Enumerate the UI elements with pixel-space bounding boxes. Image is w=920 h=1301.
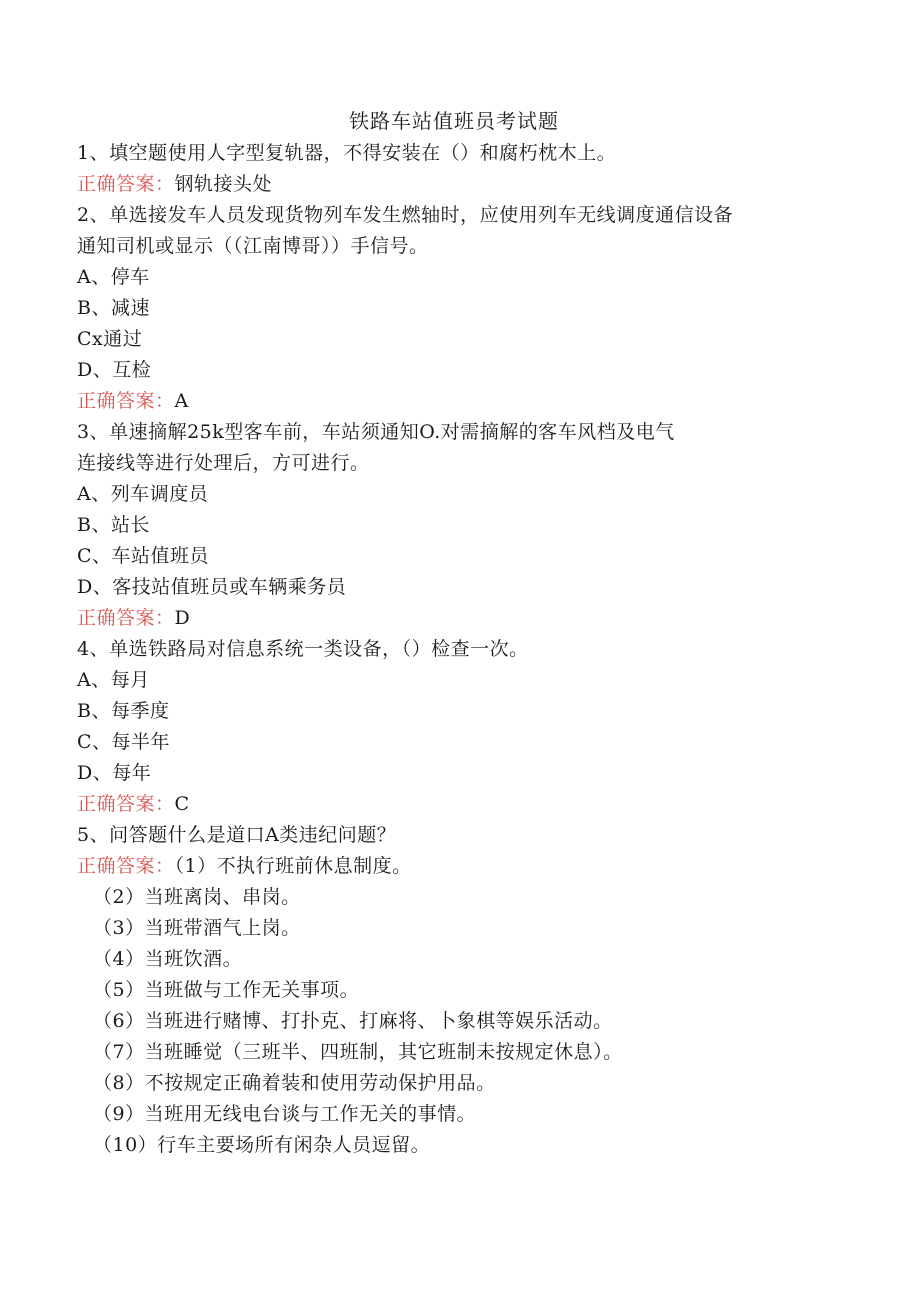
option-3d: D、客技站值班员或车辆乘务员 — [77, 576, 347, 598]
answer-5-item-2: （2）当班离岗、串岗。 — [93, 886, 301, 908]
answer-4-value: C — [174, 793, 190, 815]
question-2-line-2: 通知司机或显示（（江南博哥））手信号。 — [77, 235, 429, 257]
option-3c: C、车站值班员 — [77, 545, 210, 567]
answer-5-item-3: （3）当班带酒气上岗。 — [93, 917, 301, 939]
answer-2-value: A — [174, 390, 189, 412]
option-2d: D、互检 — [77, 359, 152, 381]
answer-5-item-10: （10）行车主要场所有闲杂人员逗留。 — [93, 1134, 431, 1156]
document-title: 铁路车站值班员考试题 — [349, 109, 559, 133]
question-1: 1、填空题使用人字型复轨器，不得安装在（）和腐朽枕木上。 — [77, 142, 617, 164]
question-3-line-2: 连接线等进行处理后，方可进行。 — [77, 452, 370, 474]
answer-1-value: 钢轨接头处 — [174, 173, 273, 195]
answer-label: 正确答案： — [77, 607, 175, 629]
answer-5-item-8: （8）不按规定正确着装和使用劳动保护用品。 — [93, 1072, 496, 1094]
option-4d: D、每年 — [77, 762, 152, 784]
question-4: 4、单选铁路局对信息系统一类设备，（）检查一次。 — [77, 638, 529, 660]
answer-2 — [77, 386, 857, 417]
option-2b: B、减速 — [77, 297, 150, 319]
answer-5-item-1: （1）不执行班前休息制度。 — [174, 855, 412, 877]
answer-1 — [77, 169, 857, 200]
option-2a: A、停车 — [77, 266, 150, 288]
option-4c: C、每半年 — [77, 731, 171, 753]
option-4b: B、每季度 — [77, 700, 170, 722]
question-2-line-1: 2、单选接发车人员发现货物列车发生燃轴时，应使用列车无线调度通信设备 — [77, 204, 734, 226]
question-3-line-1: 3、单速摘解25k型客车前，车站须通知O.对需摘解的客车风档及电气 — [77, 421, 675, 443]
question-5: 5、问答题什么是道口A类违纪问题？ — [77, 824, 397, 846]
answer-label: 正确答案： — [77, 390, 175, 412]
answer-3-value: D — [174, 607, 191, 629]
option-2c: Cx通过 — [77, 328, 143, 350]
answer-label: 正确答案： — [77, 793, 175, 815]
option-4a: A、每月 — [77, 669, 150, 691]
document-body — [77, 138, 857, 1161]
answer-5-item-9: （9）当班用无线电台谈与工作无关的事情。 — [93, 1103, 477, 1125]
answer-5 — [77, 851, 857, 882]
answer-4 — [77, 789, 857, 820]
answer-3 — [77, 603, 857, 634]
option-3a: A、列车调度员 — [77, 483, 209, 505]
answer-5-item-6: （6）当班进行赌博、打扑克、打麻将、卜象棋等娱乐活动。 — [93, 1010, 613, 1032]
answer-label: 正确答案： — [77, 173, 175, 195]
answer-label: 正确答案： — [77, 855, 175, 877]
answer-5-item-7: （7）当班睡觉（三班半、四班制，其它班制未按规定休息）。 — [93, 1041, 623, 1063]
answer-5-item-5: （5）当班做与工作无关事项。 — [93, 979, 360, 1001]
answer-5-item-4: （4）当班饮酒。 — [93, 948, 243, 970]
option-3b: B、站长 — [77, 514, 150, 536]
